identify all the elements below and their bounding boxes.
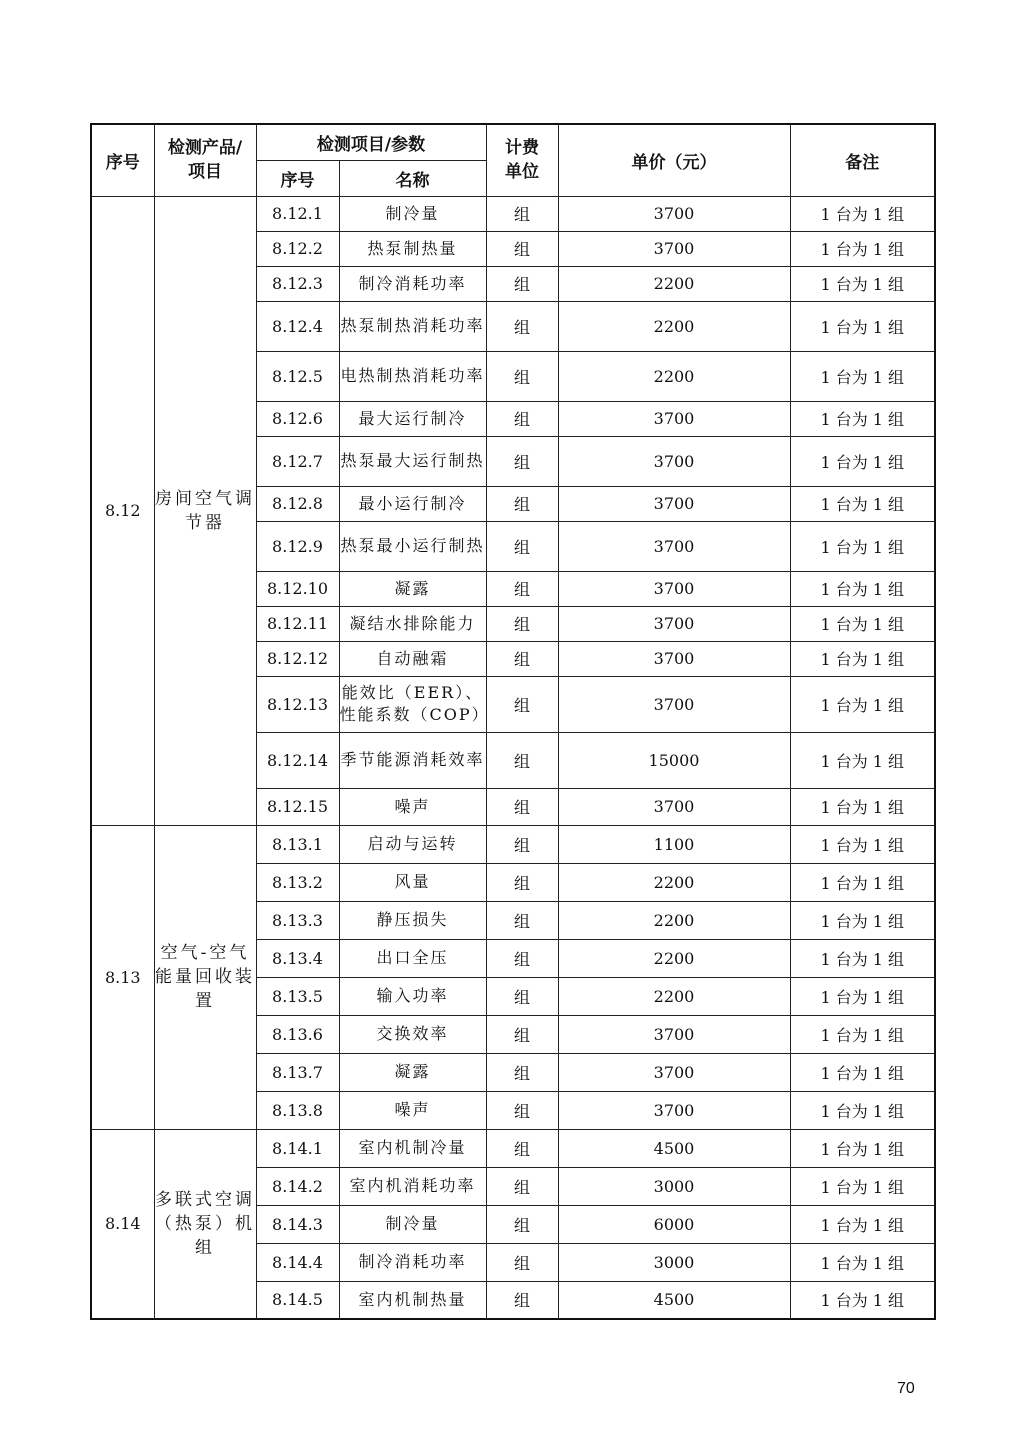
note-cell: 1 台为 1 组 — [790, 901, 935, 939]
page-number: 70 — [897, 1380, 915, 1397]
param-seq-cell: 8.13.6 — [256, 1015, 339, 1053]
unit-cell: 组 — [486, 1243, 558, 1281]
param-name-cell: 噪声 — [339, 1091, 486, 1129]
header-product — [154, 124, 256, 196]
unit-cell: 组 — [486, 571, 558, 606]
param-seq-cell: 8.12.9 — [256, 521, 339, 571]
param-seq-cell: 8.12.15 — [256, 788, 339, 825]
fee-table-body — [91, 196, 935, 1319]
header-note: 备注 — [790, 124, 935, 196]
unit-cell: 组 — [486, 939, 558, 977]
header-product-text: 检测产品/项目 — [167, 138, 243, 183]
price-cell: 2200 — [558, 266, 790, 301]
price-cell: 3700 — [558, 521, 790, 571]
unit-cell: 组 — [486, 231, 558, 266]
price-cell: 3700 — [558, 196, 790, 231]
param-name-cell: 热泵制热量 — [339, 231, 486, 266]
unit-cell: 组 — [486, 676, 558, 732]
unit-cell: 组 — [486, 486, 558, 521]
price-cell: 2200 — [558, 939, 790, 977]
table-row — [91, 196, 935, 231]
param-name-cell: 室内机消耗功率 — [339, 1167, 486, 1205]
note-cell: 1 台为 1 组 — [790, 196, 935, 231]
param-seq-cell: 8.14.5 — [256, 1281, 339, 1319]
price-cell: 3700 — [558, 1015, 790, 1053]
param-name-cell: 最小运行制冷 — [339, 486, 486, 521]
price-cell: 3700 — [558, 641, 790, 676]
price-cell: 4500 — [558, 1281, 790, 1319]
price-cell: 3700 — [558, 606, 790, 641]
unit-cell: 组 — [486, 788, 558, 825]
param-name-cell: 热泵制热消耗功率 — [339, 301, 486, 351]
param-name-cell: 室内机制热量 — [339, 1281, 486, 1319]
note-cell: 1 台为 1 组 — [790, 301, 935, 351]
unit-cell: 组 — [486, 1015, 558, 1053]
note-cell: 1 台为 1 组 — [790, 571, 935, 606]
unit-cell: 组 — [486, 1281, 558, 1319]
price-cell: 2200 — [558, 901, 790, 939]
unit-cell: 组 — [486, 863, 558, 901]
param-name-cell: 风量 — [339, 863, 486, 901]
param-name-cell: 热泵最小运行制热 — [339, 521, 486, 571]
unit-cell: 组 — [486, 1167, 558, 1205]
note-cell: 1 台为 1 组 — [790, 732, 935, 788]
note-cell: 1 台为 1 组 — [790, 977, 935, 1015]
param-seq-cell: 8.13.1 — [256, 825, 339, 863]
param-name-cell: 制冷量 — [339, 1205, 486, 1243]
param-seq-cell: 8.14.1 — [256, 1129, 339, 1167]
param-seq-cell: 8.12.14 — [256, 732, 339, 788]
note-cell: 1 台为 1 组 — [790, 1015, 935, 1053]
param-seq-cell: 8.13.3 — [256, 901, 339, 939]
price-cell: 3700 — [558, 788, 790, 825]
note-cell: 1 台为 1 组 — [790, 486, 935, 521]
unit-cell: 组 — [486, 521, 558, 571]
unit-cell: 组 — [486, 1053, 558, 1091]
param-seq-cell: 8.12.2 — [256, 231, 339, 266]
price-cell: 3700 — [558, 1053, 790, 1091]
price-cell: 3700 — [558, 676, 790, 732]
unit-cell: 组 — [486, 977, 558, 1015]
param-seq-cell: 8.13.2 — [256, 863, 339, 901]
param-name-cell: 季节能源消耗效率 — [339, 732, 486, 788]
unit-cell: 组 — [486, 732, 558, 788]
unit-cell: 组 — [486, 1091, 558, 1129]
price-cell: 3700 — [558, 436, 790, 486]
param-seq-cell: 8.12.12 — [256, 641, 339, 676]
header-unit — [486, 124, 558, 196]
param-seq-cell: 8.12.3 — [256, 266, 339, 301]
unit-cell: 组 — [486, 901, 558, 939]
price-cell: 1100 — [558, 825, 790, 863]
price-cell: 3000 — [558, 1243, 790, 1281]
note-cell: 1 台为 1 组 — [790, 401, 935, 436]
price-cell: 3700 — [558, 486, 790, 521]
price-cell: 4500 — [558, 1129, 790, 1167]
unit-cell: 组 — [486, 1205, 558, 1243]
param-name-cell: 电热制热消耗功率 — [339, 351, 486, 401]
param-seq-cell: 8.12.5 — [256, 351, 339, 401]
unit-cell: 组 — [486, 1129, 558, 1167]
table-row — [91, 1129, 935, 1167]
note-cell: 1 台为 1 组 — [790, 676, 935, 732]
param-name-cell: 噪声 — [339, 788, 486, 825]
note-cell: 1 台为 1 组 — [790, 266, 935, 301]
group-product: 多联式空调（热泵）机组 — [154, 1129, 256, 1319]
header-seq: 序号 — [91, 124, 154, 196]
note-cell: 1 台为 1 组 — [790, 1281, 935, 1319]
param-seq-cell: 8.12.7 — [256, 436, 339, 486]
unit-cell: 组 — [486, 825, 558, 863]
param-seq-cell: 8.12.4 — [256, 301, 339, 351]
group-product: 空气-空气能量回收装置 — [154, 825, 256, 1129]
param-seq-cell: 8.13.7 — [256, 1053, 339, 1091]
group-product: 房间空气调节器 — [154, 196, 256, 825]
param-seq-cell: 8.14.4 — [256, 1243, 339, 1281]
note-cell: 1 台为 1 组 — [790, 939, 935, 977]
param-name-cell: 最大运行制冷 — [339, 401, 486, 436]
unit-cell: 组 — [486, 301, 558, 351]
note-cell: 1 台为 1 组 — [790, 788, 935, 825]
param-name-cell: 制冷消耗功率 — [339, 266, 486, 301]
param-seq-cell: 8.12.8 — [256, 486, 339, 521]
param-name-cell: 出口全压 — [339, 939, 486, 977]
unit-cell: 组 — [486, 401, 558, 436]
param-name-cell: 凝结水排除能力 — [339, 606, 486, 641]
header-param-name: 名称 — [339, 160, 486, 196]
param-seq-cell: 8.12.13 — [256, 676, 339, 732]
price-cell: 2200 — [558, 863, 790, 901]
param-seq-cell: 8.12.10 — [256, 571, 339, 606]
param-name-cell: 静压损失 — [339, 901, 486, 939]
param-name-cell: 制冷消耗功率 — [339, 1243, 486, 1281]
header-unit-text: 计费单位 — [505, 138, 539, 183]
param-seq-cell: 8.13.5 — [256, 977, 339, 1015]
param-seq-cell: 8.14.2 — [256, 1167, 339, 1205]
param-name-cell: 自动融霜 — [339, 641, 486, 676]
price-cell: 2200 — [558, 301, 790, 351]
note-cell: 1 台为 1 组 — [790, 606, 935, 641]
param-name-cell: 启动与运转 — [339, 825, 486, 863]
price-cell: 3700 — [558, 571, 790, 606]
param-name-cell: 输入功率 — [339, 977, 486, 1015]
note-cell: 1 台为 1 组 — [790, 1243, 935, 1281]
price-cell: 3000 — [558, 1167, 790, 1205]
param-seq-cell: 8.13.4 — [256, 939, 339, 977]
price-cell: 3700 — [558, 401, 790, 436]
unit-cell: 组 — [486, 266, 558, 301]
header-params: 检测项目/参数 — [256, 124, 486, 160]
unit-cell: 组 — [486, 196, 558, 231]
param-seq-cell: 8.12.1 — [256, 196, 339, 231]
header-price: 单价（元） — [558, 124, 790, 196]
note-cell: 1 台为 1 组 — [790, 521, 935, 571]
note-cell: 1 台为 1 组 — [790, 231, 935, 266]
param-name-cell: 能效比（EER）、性能系数（COP） — [339, 676, 486, 732]
unit-cell: 组 — [486, 606, 558, 641]
group-seq: 8.13 — [91, 825, 154, 1129]
price-cell: 2200 — [558, 977, 790, 1015]
table-row — [91, 825, 935, 863]
price-cell: 2200 — [558, 351, 790, 401]
param-name-cell: 凝露 — [339, 571, 486, 606]
param-name-cell: 制冷量 — [339, 196, 486, 231]
param-name-cell: 室内机制冷量 — [339, 1129, 486, 1167]
note-cell: 1 台为 1 组 — [790, 1129, 935, 1167]
group-seq: 8.14 — [91, 1129, 154, 1319]
param-name-cell: 热泵最大运行制热 — [339, 436, 486, 486]
note-cell: 1 台为 1 组 — [790, 1167, 935, 1205]
note-cell: 1 台为 1 组 — [790, 1205, 935, 1243]
group-seq: 8.12 — [91, 196, 154, 825]
param-name-cell: 凝露 — [339, 1053, 486, 1091]
note-cell: 1 台为 1 组 — [790, 1091, 935, 1129]
unit-cell: 组 — [486, 351, 558, 401]
header-param-seq: 序号 — [256, 160, 339, 196]
note-cell: 1 台为 1 组 — [790, 825, 935, 863]
param-seq-cell: 8.12.6 — [256, 401, 339, 436]
price-cell: 6000 — [558, 1205, 790, 1243]
param-seq-cell: 8.12.11 — [256, 606, 339, 641]
param-name-cell: 交换效率 — [339, 1015, 486, 1053]
note-cell: 1 台为 1 组 — [790, 863, 935, 901]
price-cell: 3700 — [558, 231, 790, 266]
price-cell: 3700 — [558, 1091, 790, 1129]
note-cell: 1 台为 1 组 — [790, 1053, 935, 1091]
note-cell: 1 台为 1 组 — [790, 351, 935, 401]
note-cell: 1 台为 1 组 — [790, 641, 935, 676]
note-cell: 1 台为 1 组 — [790, 436, 935, 486]
price-cell: 15000 — [558, 732, 790, 788]
param-seq-cell: 8.14.3 — [256, 1205, 339, 1243]
param-seq-cell: 8.13.8 — [256, 1091, 339, 1129]
unit-cell: 组 — [486, 641, 558, 676]
fee-table — [90, 123, 936, 1320]
unit-cell: 组 — [486, 436, 558, 486]
